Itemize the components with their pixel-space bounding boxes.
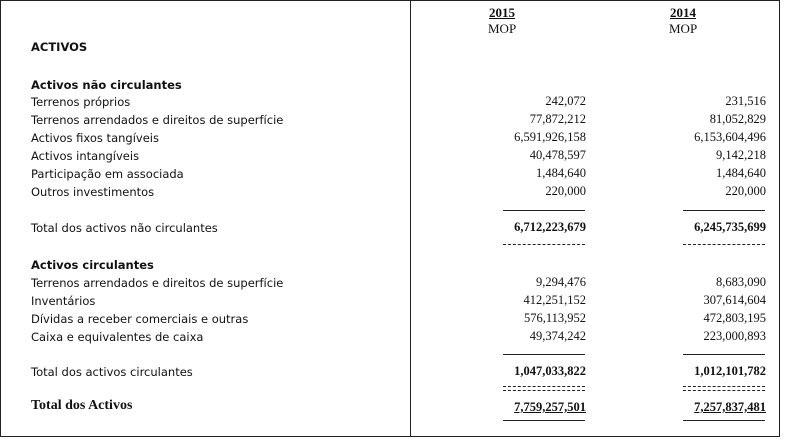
double-rule	[503, 420, 585, 421]
subtotal-rule	[503, 354, 585, 355]
row-value-2014: 223,000,893	[703, 329, 766, 343]
row-value-2015: 412,251,152	[523, 293, 586, 307]
total-value-2015: 6,712,223,679	[514, 220, 586, 234]
subtotal-rule	[503, 210, 585, 211]
row-value-2014: 81,052,829	[709, 112, 766, 126]
grand-total-2014: 7,257,837,481	[694, 400, 766, 414]
subtotal-rule	[683, 210, 765, 211]
row-label: Participação em associada	[31, 167, 184, 181]
total-label: Total dos activos circulantes	[31, 365, 193, 379]
row-value-2014: 6,153,604,496	[694, 130, 766, 144]
row-value-2014: 9,142,218	[716, 148, 766, 162]
total-dash-rule	[503, 244, 585, 245]
total-value-2014: 1,012,101,782	[694, 364, 766, 378]
year-2014-header: 2014	[670, 5, 696, 20]
row-label: Terrenos arrendados e direitos de superfície	[31, 276, 284, 290]
total-dash-rule	[683, 244, 765, 245]
row-value-2015: 49,374,242	[529, 329, 586, 343]
total-value-2015: 1,047,033,822	[514, 364, 586, 378]
row-label: Outros investimentos	[31, 185, 155, 199]
total-dash-rule	[683, 386, 765, 387]
grand-total-2015: 7,759,257,501	[514, 400, 586, 414]
row-value-2015: 1,484,640	[536, 166, 586, 180]
year-2015-header: 2015	[489, 5, 515, 20]
subtotal-rule	[683, 354, 765, 355]
column-divider	[410, 0, 411, 437]
row-label: Inventários	[31, 294, 96, 308]
section-title: ACTIVOS	[31, 40, 88, 54]
row-value-2015: 9,294,476	[536, 275, 586, 289]
row-value-2015: 6,591,926,158	[514, 130, 586, 144]
currency-2014-header: MOP	[669, 21, 698, 36]
row-value-2015: 77,872,212	[529, 112, 586, 126]
row-value-2014: 220,000	[725, 184, 766, 198]
row-label: Dívidas a receber comerciais e outras	[31, 312, 249, 326]
row-value-2015: 242,072	[545, 94, 586, 108]
row-label: Terrenos arrendados e direitos de superfície	[31, 113, 284, 127]
row-label: Activos fixos tangíveis	[31, 131, 159, 145]
row-value-2015: 576,113,952	[523, 311, 586, 325]
row-value-2014: 1,484,640	[716, 166, 766, 180]
currency-2015-header: MOP	[488, 21, 517, 36]
row-value-2015: 220,000	[545, 184, 586, 198]
row-label: Terrenos próprios	[31, 95, 131, 109]
non-current-heading: Activos não circulantes	[31, 78, 182, 92]
row-value-2014: 231,516	[725, 94, 766, 108]
total-label: Total dos activos não circulantes	[31, 221, 218, 235]
row-value-2014: 8,683,090	[716, 275, 766, 289]
total-value-2014: 6,245,735,699	[694, 220, 766, 234]
row-label: Activos intangíveis	[31, 149, 140, 163]
total-dash-rule	[503, 386, 585, 387]
total-dash-rule	[503, 390, 585, 391]
row-value-2014: 472,803,195	[703, 311, 766, 325]
row-value-2015: 40,478,597	[529, 148, 586, 162]
double-rule	[683, 420, 765, 421]
grand-total-label: Total dos Activos	[31, 398, 133, 413]
row-value-2014: 307,614,604	[703, 293, 766, 307]
row-label: Caixa e equivalentes de caixa	[31, 330, 204, 344]
total-dash-rule	[683, 390, 765, 391]
current-heading: Activos circulantes	[31, 258, 154, 272]
